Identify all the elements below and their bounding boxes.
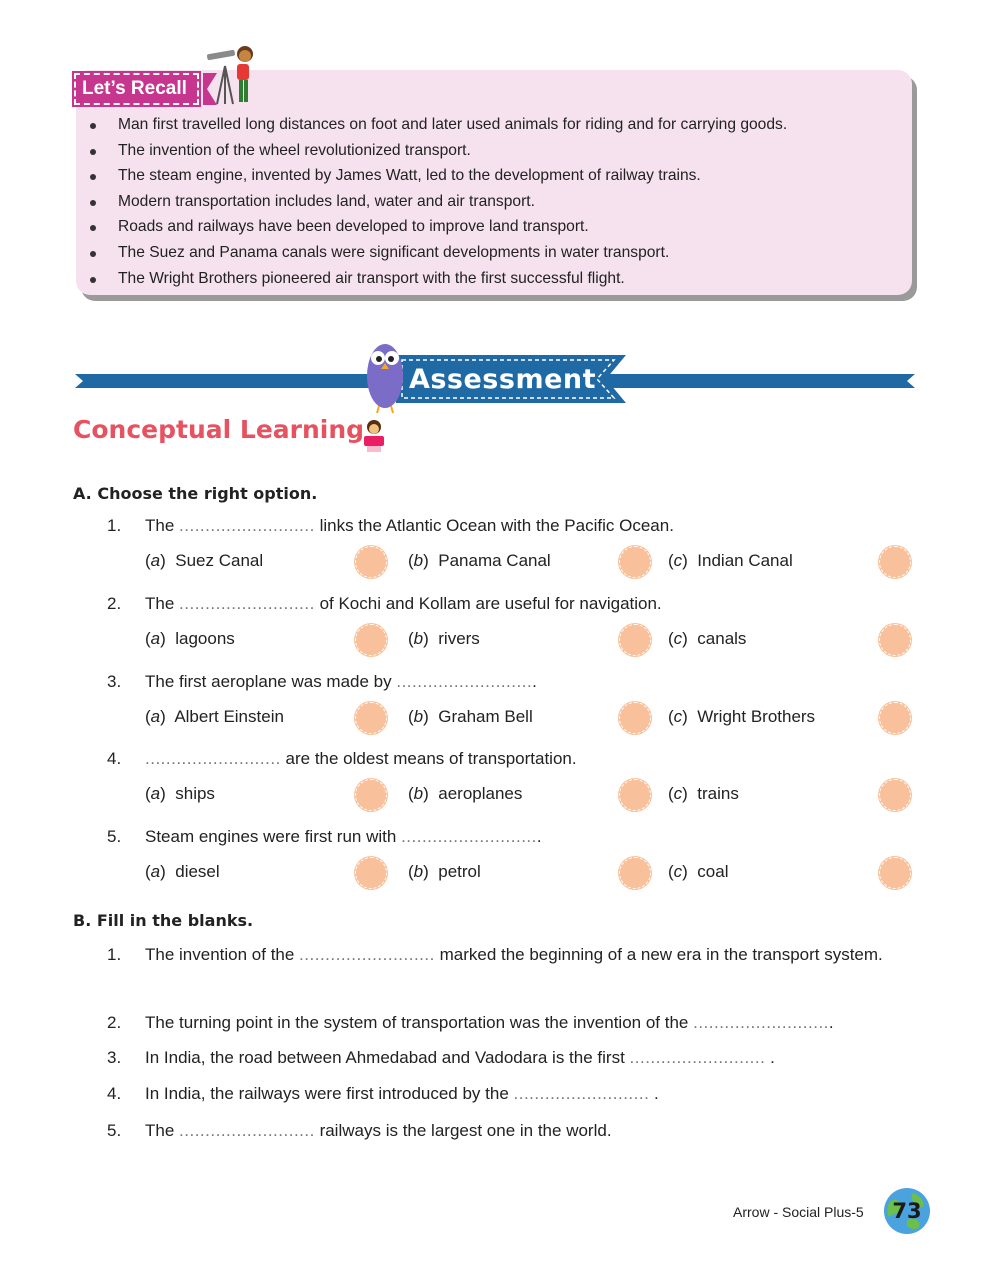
answer-circle[interactable]: [355, 546, 387, 578]
recall-item: The invention of the wheel revolutionized transport.: [88, 138, 787, 164]
option-b: (b) Panama Canal: [408, 551, 551, 570]
answer-circle[interactable]: [619, 546, 651, 578]
answer-circle[interactable]: [355, 702, 387, 734]
answer-blank[interactable]: ..........................: [299, 945, 435, 964]
answer-circle[interactable]: [879, 702, 911, 734]
answer-blank[interactable]: ..........................: [396, 672, 533, 691]
answer-blank[interactable]: ..........................: [179, 1121, 315, 1140]
fill-question: [107, 1006, 905, 1039]
question-text: Steam engines were first run with: [145, 827, 402, 846]
option-a: (a) Suez Canal: [145, 551, 264, 570]
answer-blank[interactable]: ..........................: [179, 594, 315, 613]
answer-blank[interactable]: ..........................: [401, 827, 537, 846]
girl-reading-icon: [358, 418, 390, 454]
answer-circle[interactable]: [879, 779, 911, 811]
answer-blank[interactable]: ..........................: [179, 516, 315, 535]
section-a-title: A. Choose the right option.: [73, 484, 318, 503]
answer-blank[interactable]: ..........................: [629, 1048, 766, 1067]
option-b: (b) petrol: [408, 862, 481, 881]
recall-list: [88, 112, 787, 291]
recall-tag-arrow-icon: [203, 73, 217, 105]
question-number: 4.: [107, 1084, 122, 1103]
question-number: 5.: [107, 827, 122, 846]
question-line: [107, 516, 674, 536]
option-c: (c) canals: [668, 629, 747, 648]
question-text: .: [828, 1013, 834, 1032]
question-number: 5.: [107, 1121, 122, 1140]
recall-item: The Wright Brothers pioneered air transport with the first successful flight.: [88, 266, 787, 292]
question-text: The: [145, 594, 180, 613]
question-line: [107, 672, 537, 692]
question-text: .: [765, 1048, 775, 1067]
option-b: (b) rivers: [408, 629, 480, 648]
question-line: [107, 749, 577, 769]
answer-circle[interactable]: [355, 857, 387, 889]
question-number: 1.: [107, 945, 122, 964]
question-text: .: [536, 827, 542, 846]
answer-circle[interactable]: [879, 546, 911, 578]
question-text: The invention of the: [145, 945, 300, 964]
option-c: (c) trains: [668, 784, 739, 803]
question-text: marked the beginning of a new era in the transport system.: [434, 945, 883, 964]
fill-question: [107, 1077, 905, 1110]
question-text: are the oldest means of transportation.: [280, 749, 577, 768]
question-text: The: [145, 516, 180, 535]
answer-circle[interactable]: [355, 779, 387, 811]
recall-item: The Suez and Panama canals were significant developments in water transport.: [88, 240, 787, 266]
question-number: 2.: [107, 1013, 122, 1032]
question-text: The first aeroplane was made by: [145, 672, 397, 691]
question-number: 4.: [107, 749, 122, 768]
answer-blank[interactable]: ..........................: [513, 1084, 650, 1103]
page-number: 73: [892, 1199, 922, 1223]
book-title: Arrow - Social Plus-5: [733, 1204, 864, 1220]
question-text: The: [145, 1121, 180, 1140]
question-text: of Kochi and Kollam are useful for navigation.: [314, 594, 662, 613]
answer-blank[interactable]: ..........................: [145, 749, 281, 768]
recall-item: Modern transportation includes land, water and air transport.: [88, 189, 787, 215]
conceptual-learning-title: Conceptual Learning: [73, 415, 365, 444]
recall-item: Man first travelled long distances on foot and later used animals for riding and for carrying goods.: [88, 112, 787, 138]
section-b-title: B. Fill in the blanks.: [73, 911, 254, 930]
option-a: (a) Albert Einstein: [145, 707, 284, 726]
fill-question: [107, 938, 905, 971]
question-number: 3.: [107, 1048, 122, 1067]
fill-question: [107, 1041, 905, 1074]
answer-circle[interactable]: [879, 857, 911, 889]
option-a: (a) diesel: [145, 862, 220, 881]
answer-circle[interactable]: [619, 857, 651, 889]
question-text: railways is the largest one in the world.: [314, 1121, 612, 1140]
question-number: 1.: [107, 516, 122, 535]
question-line: [107, 594, 662, 614]
question-line: [107, 827, 542, 847]
assessment-title: Assessment: [408, 364, 597, 395]
option-c: (c) coal: [668, 862, 729, 881]
option-c: (c) Wright Brothers: [668, 707, 816, 726]
recall-item: Roads and railways have been developed to improve land transport.: [88, 214, 787, 240]
answer-circle[interactable]: [355, 624, 387, 656]
answer-circle[interactable]: [619, 702, 651, 734]
option-a: (a) lagoons: [145, 629, 235, 648]
question-text: In India, the road between Ahmedabad and Vadodara is the first: [145, 1048, 630, 1067]
owl-mascot-icon: [363, 336, 407, 414]
question-text: In India, the railways were first introduced by the: [145, 1084, 514, 1103]
recall-item: The steam engine, invented by James Watt, led to the development of railway trains.: [88, 163, 787, 189]
question-number: 3.: [107, 672, 122, 691]
answer-circle[interactable]: [619, 779, 651, 811]
option-b: (b) aeroplanes: [408, 784, 523, 803]
fill-question: [107, 1114, 905, 1147]
option-a: (a) ships: [145, 784, 215, 803]
option-b: (b) Graham Bell: [408, 707, 533, 726]
answer-circle[interactable]: [879, 624, 911, 656]
question-text: links the Atlantic Ocean with the Pacific Ocean.: [314, 516, 674, 535]
answer-blank[interactable]: ..........................: [693, 1013, 829, 1032]
option-c: (c) Indian Canal: [668, 551, 793, 570]
question-text: .: [532, 672, 537, 691]
recall-title: Let’s Recall: [74, 73, 199, 105]
question-number: 2.: [107, 594, 122, 613]
question-text: .: [649, 1084, 659, 1103]
answer-circle[interactable]: [619, 624, 651, 656]
question-text: The turning point in the system of transportation was the invention of the: [145, 1013, 694, 1032]
